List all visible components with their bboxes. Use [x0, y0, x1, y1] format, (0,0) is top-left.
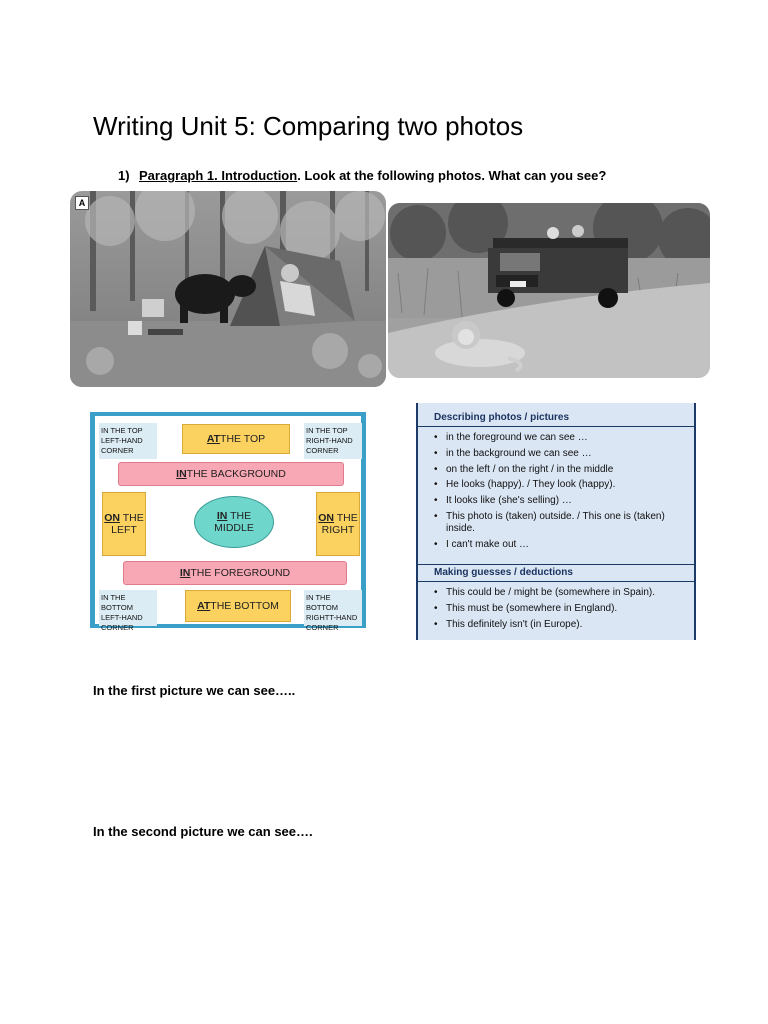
label-on-the-left: ON THE LEFT — [102, 492, 146, 556]
list-item: • in the foreground we can see … — [434, 430, 690, 446]
label-in-the-foreground: IN THE FOREGROUND — [123, 561, 347, 585]
guesses-heading: Making guesses / deductions — [434, 567, 573, 578]
list-item: • I can't make out … — [434, 537, 690, 553]
question-number: 1) — [118, 168, 130, 183]
list-item: • This definitely isn't (in Europe). — [434, 617, 690, 633]
list-item: • It looks like (she's selling) … — [434, 493, 690, 509]
photo-label-a: A — [75, 196, 89, 210]
list-item: • He looks (happy). / They look (happy). — [434, 477, 690, 493]
photo-lion-safari — [388, 203, 710, 378]
describing-heading: Describing photos / pictures — [434, 412, 570, 423]
position-diagram — [90, 412, 366, 632]
list-item: • on the left / on the right / in the middle — [434, 462, 690, 478]
photo-bear-camp — [70, 191, 386, 387]
guesses-list — [434, 585, 690, 632]
corner-top-right: IN THE TOP RIGHT-HAND CORNER — [304, 423, 362, 459]
question-1 — [118, 168, 606, 184]
section-rule — [418, 564, 694, 565]
corner-bottom-right: IN THE BOTTOM RIGHTT-HAND CORNER — [304, 590, 362, 626]
prompt-second-picture: In the second picture we can see…. — [93, 824, 313, 839]
page-title: Writing Unit 5: Comparing two photos — [93, 111, 524, 141]
list-item: • This must be (somewhere in England). — [434, 601, 690, 617]
label-in-the-background: IN THE BACKGROUND — [118, 462, 344, 486]
question-heading: Paragraph 1. Introduction — [139, 168, 298, 183]
prompt-first-picture: In the first picture we can see….. — [93, 683, 296, 698]
describing-list — [434, 430, 690, 553]
list-item: • This could be / might be (somewhere in Spain). — [434, 585, 690, 601]
label-on-the-right: ON THE RIGHT — [316, 492, 360, 556]
list-item: • This photo is (taken) outside. / This one is (taken) inside. — [434, 509, 690, 537]
label-in-the-middle: IN THE MIDDLE — [194, 496, 274, 548]
heading-rule — [418, 426, 694, 427]
corner-bottom-left: IN THE BOTTOM LEFT-HAND CORNER — [99, 590, 157, 626]
corner-top-left: IN THE TOP LEFT-HAND CORNER — [99, 423, 157, 459]
label-at-the-top: AT THE TOP — [182, 424, 290, 454]
question-text: . Look at the following photos. What can you see? — [297, 168, 607, 183]
label-at-the-bottom: AT THE BOTTOM — [185, 590, 291, 622]
describing-photos-box — [416, 403, 696, 640]
guesses-rule — [418, 581, 694, 582]
list-item: • in the background we can see … — [434, 446, 690, 462]
